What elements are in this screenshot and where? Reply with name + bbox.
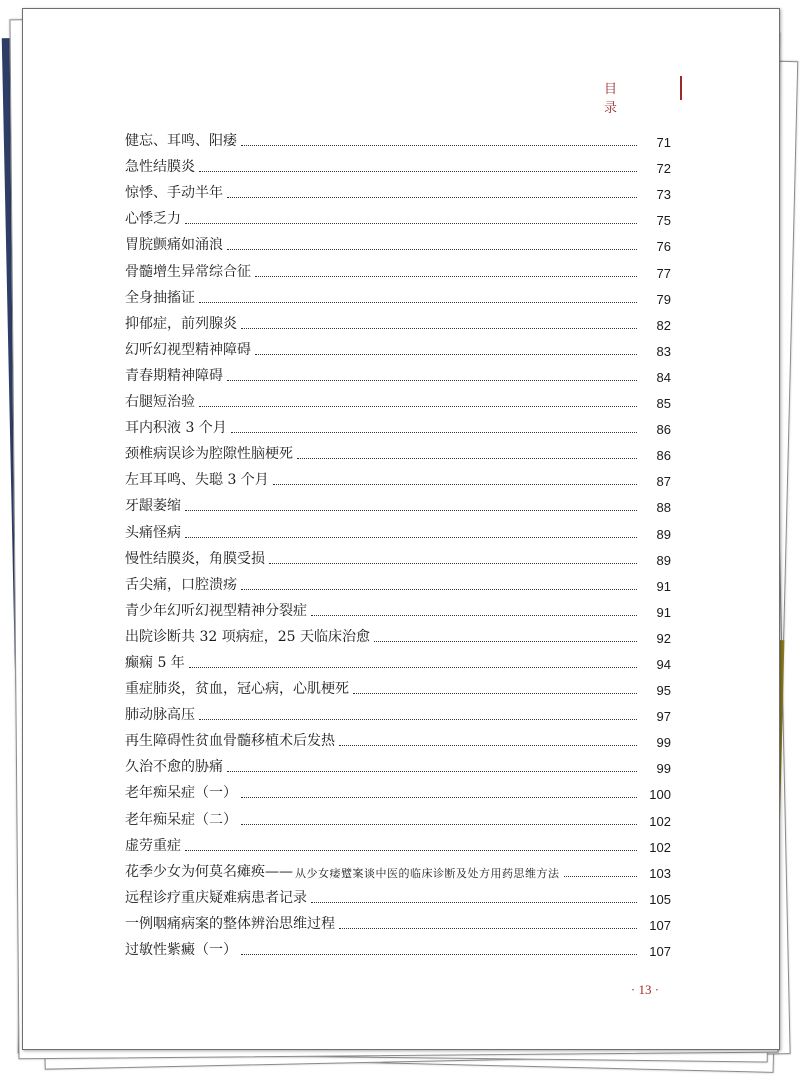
toc-entry-page: 91 xyxy=(656,578,671,594)
toc-entry-page: 86 xyxy=(656,448,671,464)
dot-leader xyxy=(374,641,637,642)
toc-entry-page: 89 xyxy=(656,552,671,568)
toc-entry-title: 右腿短治验 xyxy=(125,394,195,411)
toc-entry-title: 老年痴呆症（一） xyxy=(125,785,237,802)
toc-entry-page: 102 xyxy=(649,839,671,855)
dot-leader xyxy=(231,432,637,433)
toc-entry-title: 骨髓增生异常综合征 xyxy=(125,263,251,280)
toc-entry-page: 95 xyxy=(656,683,671,699)
dot-leader xyxy=(353,693,637,694)
dot-leader xyxy=(227,380,637,381)
table-of-contents xyxy=(125,124,671,959)
toc-entry-title: 抑郁症，前列腺炎 xyxy=(125,315,237,332)
toc-entry-title: 老年痴呆症（二） xyxy=(125,811,237,828)
toc-entry-page: 87 xyxy=(656,474,671,490)
dot-leader xyxy=(269,563,637,564)
toc-entry[interactable] xyxy=(125,776,671,802)
toc-entry[interactable] xyxy=(125,750,671,776)
toc-entry[interactable] xyxy=(125,228,671,254)
toc-entry-title: 健忘、耳鸣、阳痿 xyxy=(125,133,237,150)
dot-leader xyxy=(273,484,637,485)
toc-entry-page: 97 xyxy=(656,709,671,725)
dot-leader xyxy=(199,719,637,720)
toc-entry-page: 102 xyxy=(649,813,671,829)
dot-leader xyxy=(199,406,637,407)
dot-leader xyxy=(185,510,637,511)
toc-entry-page: 85 xyxy=(656,396,671,412)
toc-entry-title: 胃脘颤痛如涌浪 xyxy=(125,237,223,254)
toc-entry[interactable] xyxy=(125,176,671,202)
toc-entry-title: 全身抽搐证 xyxy=(125,289,195,306)
toc-entry[interactable] xyxy=(125,881,671,907)
toc-entry[interactable] xyxy=(125,855,671,881)
toc-entry[interactable] xyxy=(125,594,671,620)
toc-entry[interactable] xyxy=(125,829,671,855)
dot-leader xyxy=(339,745,637,746)
toc-entry-page: 75 xyxy=(656,213,671,229)
toc-entry[interactable] xyxy=(125,542,671,568)
dot-leader xyxy=(227,249,637,250)
toc-entry[interactable] xyxy=(125,411,671,437)
toc-entry-subtitle: 从少女痿躄案谈中医的临床诊断及处方用药思维方法 xyxy=(295,866,560,880)
toc-entry-page: 86 xyxy=(656,422,671,438)
toc-entry-title: 左耳耳鸣、失聪 3 个月 xyxy=(125,472,269,489)
dot-leader xyxy=(339,928,637,929)
toc-entry-title: 远程诊疗重庆疑难病患者记录 xyxy=(125,889,307,906)
dot-leader xyxy=(297,458,637,459)
dot-leader xyxy=(185,223,637,224)
toc-entry-title: 牙龈萎缩 xyxy=(125,498,181,515)
toc-entry-page: 89 xyxy=(656,526,671,542)
toc-entry-page: 79 xyxy=(656,291,671,307)
dot-leader xyxy=(311,615,637,616)
toc-entry[interactable] xyxy=(125,124,671,150)
toc-entry-page: 105 xyxy=(649,891,671,907)
toc-entry-page: 71 xyxy=(656,135,671,151)
toc-entry-page: 73 xyxy=(656,187,671,203)
toc-entry-page: 94 xyxy=(656,656,671,672)
toc-entry-title: 重症肺炎，贫血，冠心病，心肌梗死 xyxy=(125,681,349,698)
toc-entry-page: 83 xyxy=(656,343,671,359)
header-divider xyxy=(680,76,682,100)
dot-leader xyxy=(241,797,637,798)
toc-entry-page: 84 xyxy=(656,369,671,385)
toc-entry-page: 103 xyxy=(649,865,671,881)
toc-entry-title: 颈椎病误诊为腔隙性脑梗死 xyxy=(125,446,293,463)
dot-leader xyxy=(241,824,637,825)
toc-entry[interactable] xyxy=(125,359,671,385)
toc-entry[interactable] xyxy=(125,568,671,594)
dot-leader xyxy=(255,276,637,277)
dot-leader xyxy=(255,354,637,355)
dot-leader xyxy=(227,197,637,198)
toc-entry-page: 82 xyxy=(656,317,671,333)
toc-entry-title: 青春期精神障碍 xyxy=(125,367,223,384)
dot-leader xyxy=(185,850,637,851)
page-number: · 13 · xyxy=(630,982,660,997)
toc-entry-title: 过敏性紫癜（一） xyxy=(125,942,237,958)
toc-entry-page: 76 xyxy=(656,239,671,255)
toc-entry-title: 出院诊断共 32 项病症，25 天临床治愈 xyxy=(125,628,370,645)
dot-leader xyxy=(311,902,637,903)
toc-entry[interactable] xyxy=(125,489,671,515)
toc-entry[interactable] xyxy=(125,281,671,307)
toc-entry-page: 99 xyxy=(656,735,671,751)
toc-entry[interactable] xyxy=(125,672,671,698)
toc-entry-title: 舌尖痛，口腔溃疡 xyxy=(125,576,237,593)
dot-leader xyxy=(189,667,637,668)
toc-entry-page: 107 xyxy=(649,944,671,959)
toc-entry[interactable] xyxy=(125,307,671,333)
toc-entry-title: 青少年幻听幻视型精神分裂症 xyxy=(125,602,307,619)
toc-entry[interactable] xyxy=(125,802,671,828)
toc-entry-title: 久治不愈的胁痛 xyxy=(125,759,223,776)
toc-entry-page: 91 xyxy=(656,604,671,620)
toc-entry[interactable] xyxy=(125,202,671,228)
toc-entry[interactable] xyxy=(125,254,671,280)
toc-entry-page: 77 xyxy=(656,265,671,281)
dot-leader xyxy=(185,537,637,538)
toc-entry[interactable] xyxy=(125,333,671,359)
toc-entry-page: 92 xyxy=(656,630,671,646)
dot-leader xyxy=(241,328,637,329)
dot-leader xyxy=(241,145,637,146)
dot-leader xyxy=(241,589,637,590)
toc-entry-page: 88 xyxy=(656,500,671,516)
toc-entry[interactable] xyxy=(125,515,671,541)
toc-entry[interactable] xyxy=(125,646,671,672)
toc-entry-title: 幻听幻视型精神障碍 xyxy=(125,341,251,358)
toc-entry[interactable] xyxy=(125,150,671,176)
toc-entry-title: 慢性结膜炎，角膜受损 xyxy=(125,550,265,567)
toc-entry[interactable] xyxy=(125,724,671,750)
toc-entry-title: 一例咽痛病案的整体辨治思维过程 xyxy=(125,915,335,932)
toc-entry[interactable] xyxy=(125,385,671,411)
section-header: 目 录 xyxy=(604,82,630,116)
toc-entry-title: 肺动脉高压 xyxy=(125,707,195,724)
toc-entry[interactable] xyxy=(125,933,671,959)
toc-entry-page: 99 xyxy=(656,761,671,777)
toc-entry-title: 心悸乏力 xyxy=(125,211,181,228)
toc-entry-title: 耳内积液 3 个月 xyxy=(125,420,227,437)
toc-entry[interactable] xyxy=(125,463,671,489)
toc-entry[interactable] xyxy=(125,437,671,463)
dot-leader xyxy=(241,954,637,955)
toc-entry-page: 100 xyxy=(649,787,671,803)
toc-entry-title: 癫痫 5 年 xyxy=(125,654,185,671)
dot-leader xyxy=(199,302,637,303)
toc-entry-title: 再生障碍性贫血骨髓移植术后发热 xyxy=(125,733,335,750)
toc-entry[interactable] xyxy=(125,907,671,933)
toc-entry[interactable] xyxy=(125,698,671,724)
toc-entry-title: 惊悸、手动半年 xyxy=(125,185,223,202)
dot-leader xyxy=(564,876,638,877)
toc-entry-page: 72 xyxy=(656,161,671,177)
toc-entry-page: 107 xyxy=(649,917,671,933)
toc-entry-title: 急性结膜炎 xyxy=(125,159,195,176)
toc-entry-title: 头痛怪病 xyxy=(125,524,181,541)
dot-leader xyxy=(227,771,637,772)
toc-entry[interactable] xyxy=(125,620,671,646)
toc-entry-title: 虚劳重症 xyxy=(125,837,181,854)
toc-entry-title: 花季少女为何莫名瘫痪—— xyxy=(125,863,293,880)
dot-leader xyxy=(199,171,637,172)
